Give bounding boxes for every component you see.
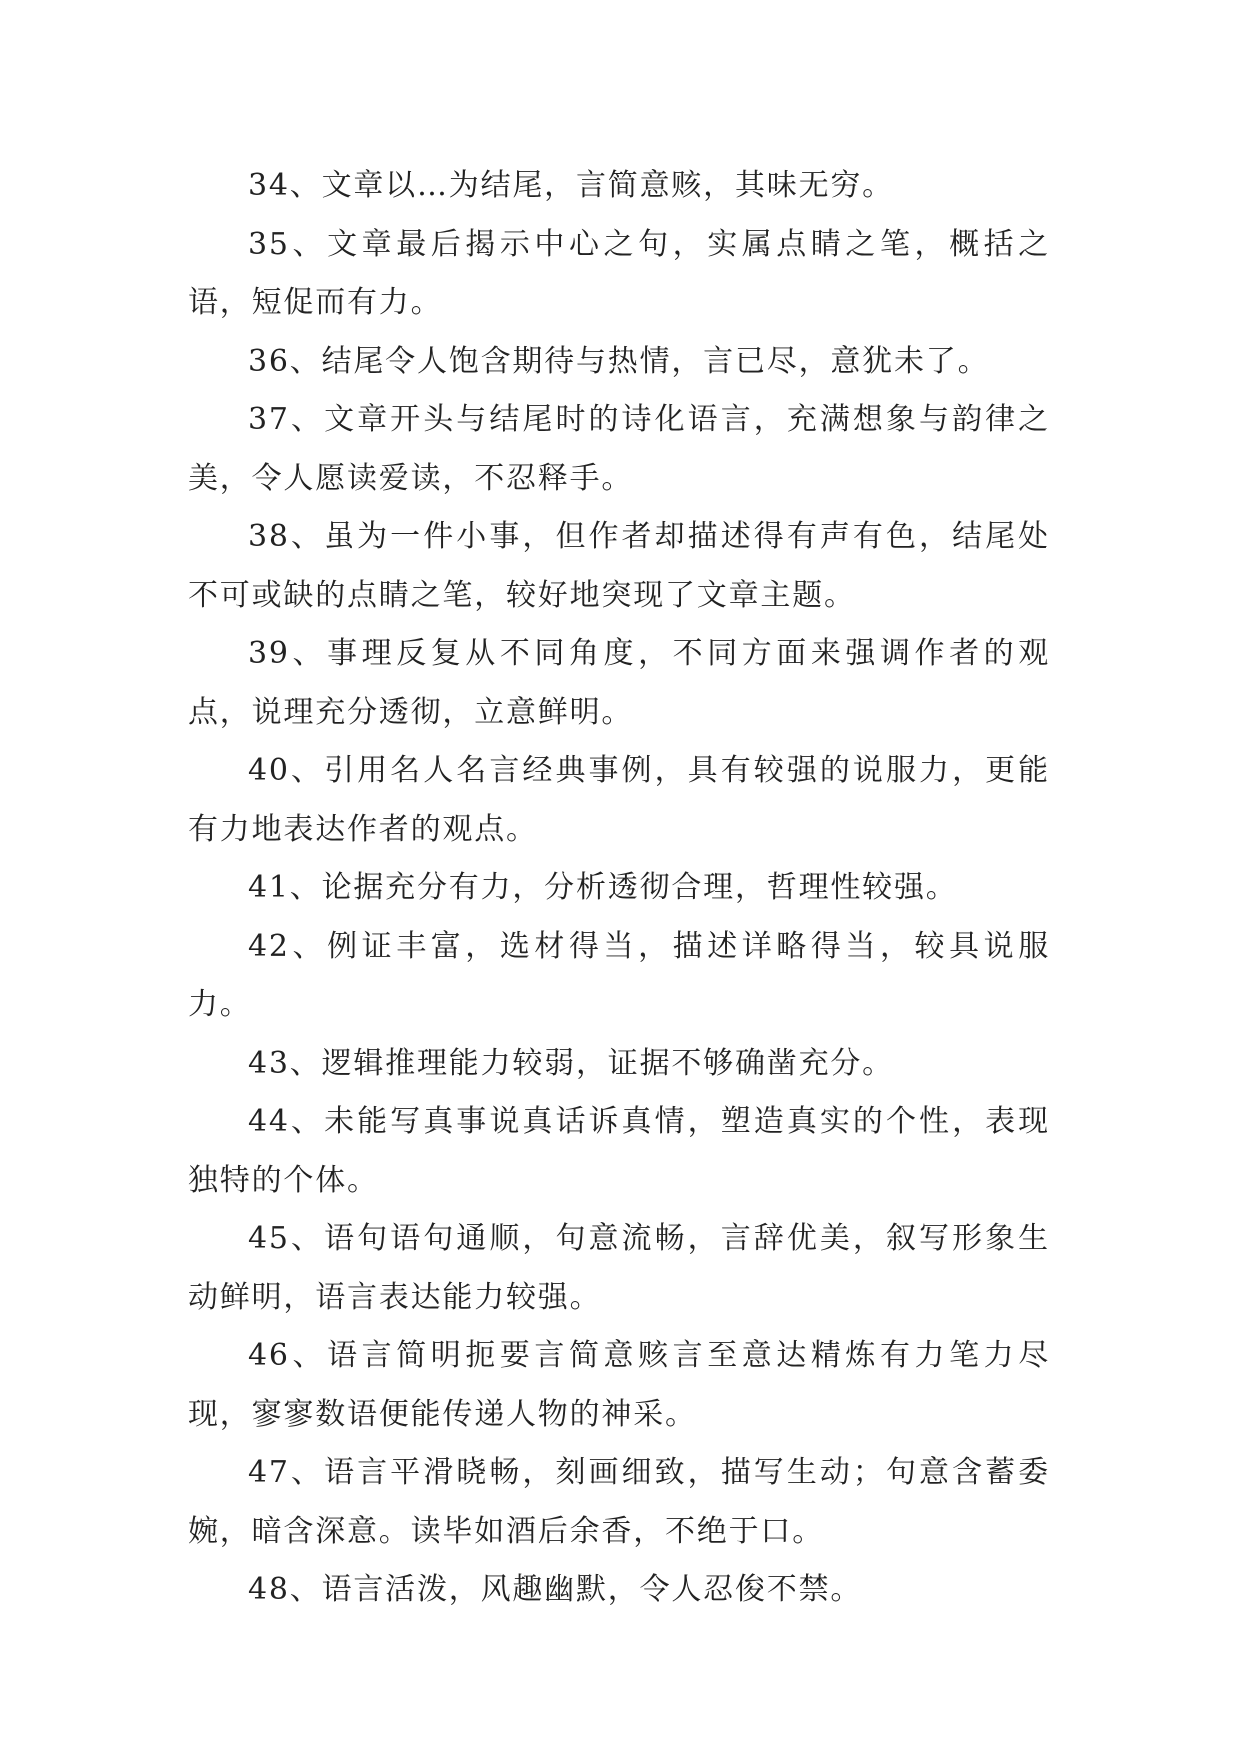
paragraph-40: 40、引用名人名言经典事例，具有较强的说服力，更能有力地表达作者的观点。 bbox=[188, 753, 1050, 847]
paragraph-42: 42、例证丰富，选材得当，描述详略得当，较具说服力。 bbox=[188, 928, 1050, 1022]
paragraph-44: 44、未能写真事说真话诉真情，塑造真实的个性，表现独特的个体。 bbox=[188, 1104, 1050, 1198]
paragraph-43: 43、逻辑推理能力较弱，证据不够确凿充分。 bbox=[248, 1045, 894, 1081]
document-body bbox=[188, 157, 1050, 1620]
paragraph-37: 37、文章开头与结尾时的诗化语言，充满想象与韵律之美，令人愿读爱读，不忍释手。 bbox=[188, 402, 1050, 496]
paragraph-39: 39、事理反复从不同角度，不同方面来强调作者的观点，说理充分透彻，立意鲜明。 bbox=[188, 636, 1050, 730]
paragraph-38: 38、虽为一件小事，但作者却描述得有声有色，结尾处不可或缺的点睛之笔，较好地突现了文章主题。 bbox=[188, 519, 1050, 613]
paragraph-45: 45、语句语句通顺，句意流畅，言辞优美，叙写形象生动鲜明，语言表达能力较强。 bbox=[188, 1221, 1050, 1315]
paragraph-48: 48、语言活泼，风趣幽默，令人忍俊不禁。 bbox=[248, 1572, 863, 1607]
paragraph-36: 36、结尾令人饱含期待与热情，言已尽，意犹未了。 bbox=[248, 343, 990, 379]
paragraph-47: 47、语言平滑晓畅，刻画细致，描写生动；句意含蓄委婉，暗含深意。读毕如酒后余香，不绝于口。 bbox=[188, 1455, 1050, 1549]
paragraph-41: 41、论据充分有力，分析透彻合理，哲理性较强。 bbox=[248, 870, 958, 905]
paragraph-34: 34、文章以…为结尾，言简意赅，其味无穷。 bbox=[248, 168, 894, 203]
paragraph-35: 35、文章最后揭示中心之句，实属点睛之笔，概括之语，短促而有力。 bbox=[188, 226, 1050, 320]
paragraph-46: 46、语言简明扼要言简意赅言至意达精炼有力笔力尽现，寥寥数语便能传递人物的神采。 bbox=[188, 1338, 1050, 1432]
